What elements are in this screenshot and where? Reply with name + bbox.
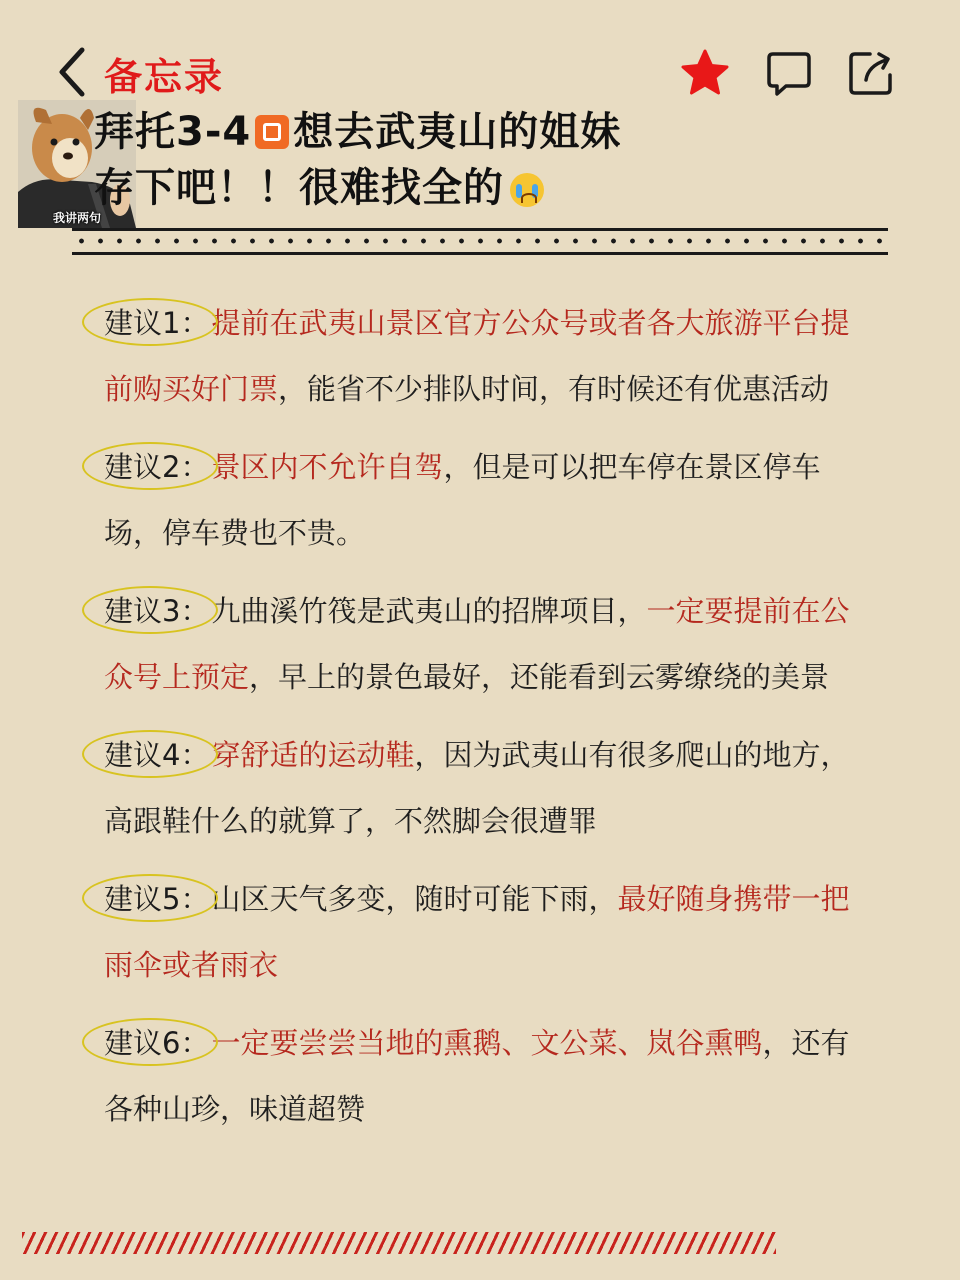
avatar-caption: 我讲两句 [52,211,101,225]
tip-highlight-text: 景区内不允许自驾 [211,450,444,484]
headline-text-2: 存下吧！！很难找全的 [94,165,504,211]
headline-text-1b: 想去武夷山的姐妹 [293,109,622,155]
tip-item [104,434,864,566]
tip-label: 建议3： [104,578,209,644]
tip-highlight-text: 最好随身携带一把雨伞或者雨衣 [104,882,850,982]
tip-text: ，能省不少排队时间，有时候还有优惠活动 [278,372,830,406]
month-calendar-icon [255,115,289,149]
tip-label: 建议4： [104,722,209,788]
tip-highlight-text: 一定要提前在公众号上预定 [104,594,850,694]
headline-line-1 [94,104,621,160]
tip-label: 建议1： [104,290,209,356]
headline-line-2 [94,160,621,216]
tip-item [104,866,864,998]
divider-dots [72,238,888,244]
top-bar [0,0,960,120]
tip-highlight-text: 一定要尝尝当地的熏鹅、文公菜、岚谷熏鸭 [211,1026,763,1060]
favorite-button[interactable] [680,48,730,98]
tip-label: 建议6： [104,1010,209,1076]
share-button[interactable] [846,48,896,98]
tip-highlight-text: 提前在武夷山景区官方公众号或者各大旅游平台提前购买好门票 [104,306,850,406]
crying-face-icon [510,173,544,207]
app-title: 备忘录 [104,55,225,99]
tip-text: ，但是可以把车停在景区停车场，停车费也不贵。 [104,450,821,550]
comment-button[interactable] [764,48,814,98]
divider-line-bottom [72,252,888,255]
tip-text: 山区天气多变，随时可能下雨， [211,882,618,916]
chevron-left-icon [52,44,100,100]
tip-text: ，早上的景色最好，还能看到云雾缭绕的美景 [249,660,830,694]
tip-text: 九曲溪竹筏是武夷山的招牌项目， [211,594,647,628]
chat-bubble-icon [764,48,814,98]
back-button[interactable] [52,44,100,100]
tip-item [104,722,864,854]
tip-label: 建议2： [104,434,209,500]
tip-text: ，因为武夷山有很多爬山的地方，高跟鞋什么的就算了，不然脚会很遭罪 [104,738,850,838]
tip-item [104,1010,864,1142]
star-icon [680,48,730,98]
tip-text: ，还有各种山珍，味道超赞 [104,1026,850,1126]
tip-highlight-text: 穿舒适的运动鞋 [211,738,415,772]
tip-label: 建议5： [104,866,209,932]
note-headline [94,104,621,216]
tip-item [104,290,864,422]
tip-item [104,578,864,710]
share-icon [846,48,896,98]
headline-text-1a: 拜托3-4 [94,109,252,155]
divider-line-top [72,228,888,231]
decorative-stripe [22,1232,776,1254]
tips-list [0,290,960,1154]
